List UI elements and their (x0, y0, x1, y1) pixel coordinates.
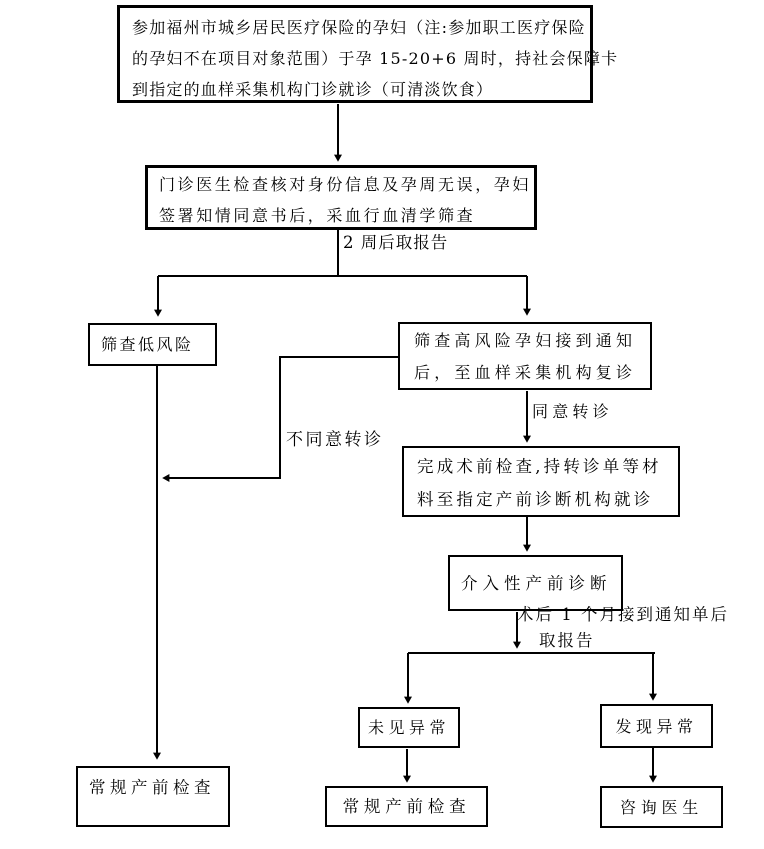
node-pre-surgery-check (402, 446, 680, 517)
node-enroll (117, 5, 619, 103)
node-verify-text: 门诊医生检查核对身份信息及孕周无误，孕妇 (159, 175, 532, 194)
node-no-abnormality-text: 未见异常 (367, 718, 450, 737)
edge-label-post-surgery-line1: 术后 1 个月接到通知单后 (517, 605, 729, 624)
edge-label-agree-referral: 同意转诊 (532, 402, 613, 421)
node-abnormality-found (600, 704, 713, 748)
node-routine-prenatal-care-text: 常规产前检查 (342, 797, 471, 816)
edge-label-post-surgery-line2: 取报告 (539, 631, 595, 650)
node-invasive-diagnosis-text: 介入性产前诊断 (461, 573, 612, 593)
node-verify-text: 签署知情同意书后，采血行血清学筛查 (159, 206, 476, 225)
node-screen-low-risk (88, 323, 217, 366)
edge-label-post-surgery-report (517, 602, 729, 654)
edge-label-disagree-referral: 不同意转诊 (286, 430, 384, 450)
connector-disagree-referral (169, 357, 398, 478)
node-screen-low-risk-text: 筛查低风险 (101, 335, 194, 354)
node-routine-prenatal-care-mid (325, 786, 488, 827)
node-routine-prenatal-care-left (76, 766, 230, 827)
node-enroll-text: 的孕妇不在项目对象范围）于孕 15-20+6 周时，持社会保障卡 (132, 49, 619, 68)
node-no-abnormality (358, 707, 460, 748)
node-abnormality-found-text: 发现异常 (615, 716, 698, 736)
node-verify-identity (145, 165, 537, 230)
node-enroll-text: 到指定的血样采集机构门诊就诊（可清淡饮食） (132, 80, 494, 99)
node-screen-high-risk-text: 筛查高风险孕妇接到通知 (414, 331, 637, 350)
node-screen-high-risk (398, 322, 652, 390)
node-consult-doctor-text: 咨询医生 (619, 797, 704, 817)
node-enroll-text: 参加福州市城乡居民医疗保险的孕妇（注:参加职工医疗保险 (132, 18, 586, 37)
node-screen-high-risk-text: 后，至血样采集机构复诊 (414, 363, 637, 382)
node-pre-surgery-check-text: 料至指定产前诊断机构就诊 (417, 490, 654, 509)
node-pre-surgery-check-text: 完成术前检查,持转诊单等材 (417, 457, 662, 476)
node-consult-doctor (600, 786, 723, 828)
edge-label-two-weeks-report: 2 周后取报告 (343, 233, 449, 252)
node-routine-prenatal-care-text: 常规产前检查 (89, 778, 215, 797)
